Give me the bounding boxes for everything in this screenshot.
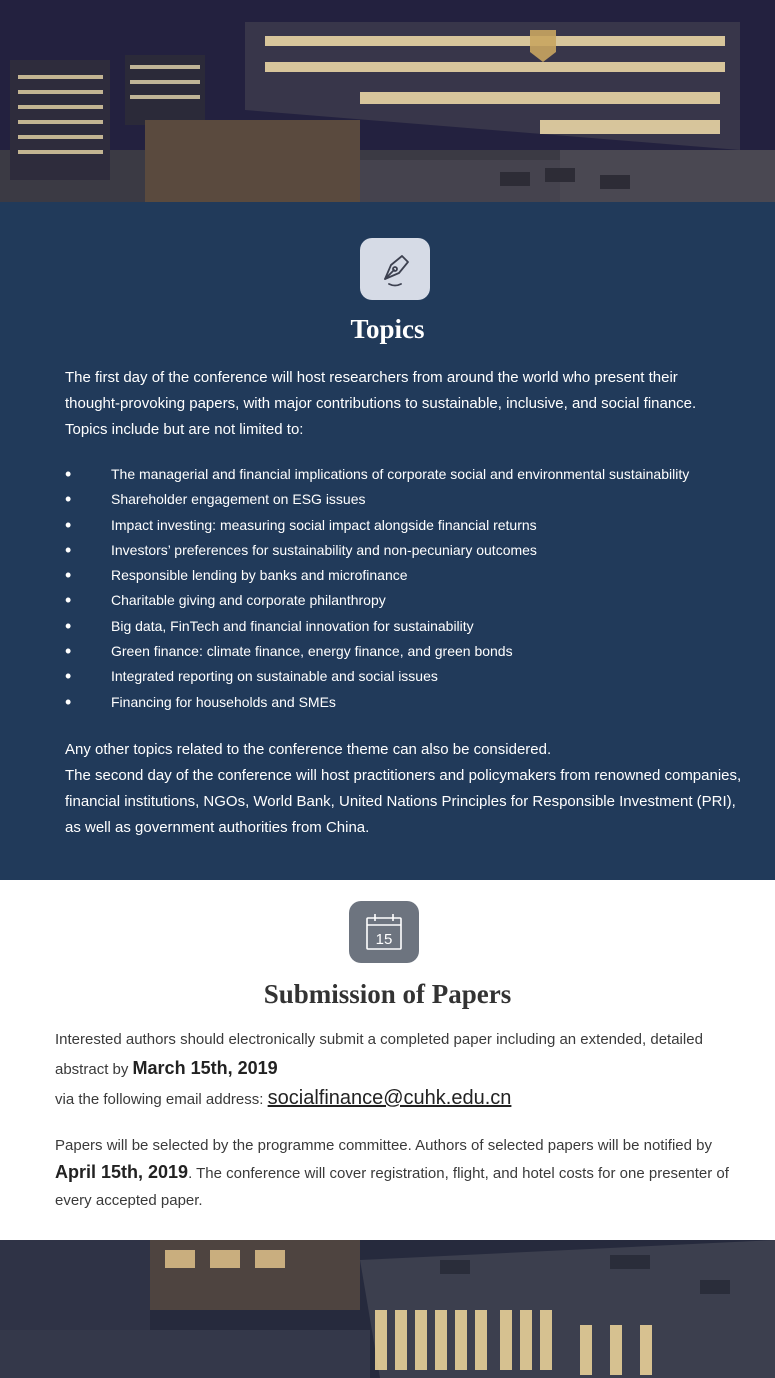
notification-date: April 15th, 2019: [55, 1162, 189, 1182]
submission-intro-text: Interested authors should electronically submit a completed paper including an extended, detailed abstract by: [55, 1031, 703, 1078]
topics-outro-other: Any other topics related to the conference theme can also be considered.: [65, 741, 552, 758]
submission-email-link[interactable]: socialfinance@cuhk.edu.cn: [267, 1087, 512, 1109]
selection-text-a: Papers will be selected by the programme committee. Authors of selected papers will be notified by: [55, 1137, 712, 1154]
topics-heading: Topics: [350, 314, 425, 344]
list-item: • The managerial and financial implications of corporate social and environmental sustainability: [65, 462, 745, 487]
list-item: • Big data, FinTech and financial innovation for sustainability: [65, 614, 745, 639]
submission-heading: Submission of Papers: [263, 979, 512, 1009]
fountain-pen-icon: [360, 238, 430, 300]
list-item: • Integrated reporting on sustainable and social issues: [65, 664, 745, 689]
calendar-day-label: 15: [375, 931, 393, 948]
topics-section: [0, 202, 775, 880]
list-item: • Shareholder engagement on ESG issues: [65, 487, 745, 512]
hero-image-bottom: [0, 1240, 775, 1378]
topics-list: [65, 462, 745, 715]
campus-night-photo: [0, 0, 775, 202]
list-item: • Responsible lending by banks and microfinance: [65, 563, 745, 588]
submission-deadline: March 15th, 2019: [132, 1058, 278, 1078]
list-item: • Charitable giving and corporate philanthropy: [65, 588, 745, 613]
list-item: • Impact investing: measuring social impact alongside financial returns: [65, 513, 745, 538]
topics-outro: [65, 737, 745, 841]
hero-image-top: [0, 0, 775, 202]
selection-text-b: . The conference will cover registration, flight, and hotel costs for one presenter of every accepted paper.: [55, 1165, 729, 1209]
submission-via-text: via the following email address:: [55, 1091, 264, 1108]
list-item: • Investors’ preferences for sustainability and non-pecuniary outcomes: [65, 538, 745, 563]
submission-section: [0, 880, 775, 1240]
topics-outro-second-day: The second day of the conference will host practitioners and policymakers from renowned companies, financial institutions, NGOs, World Bank, United Nations Principles for Responsible Investment (PRI), as well as government authorities from China.: [65, 767, 742, 836]
submission-selection-info: [55, 1132, 745, 1214]
list-item: • Financing for households and SMEs: [65, 690, 745, 715]
campus-aerial-photo: [0, 1240, 775, 1378]
list-item: • Green finance: climate finance, energy finance, and green bonds: [65, 639, 745, 664]
submission-instructions: [55, 1026, 745, 1114]
calendar-icon: [349, 901, 419, 963]
topics-intro: The first day of the conference will host researchers from around the world who present their thought-provoking papers, with major contributions to sustainable, inclusive, and social finance. Topics include but are not limited to:: [65, 369, 697, 438]
